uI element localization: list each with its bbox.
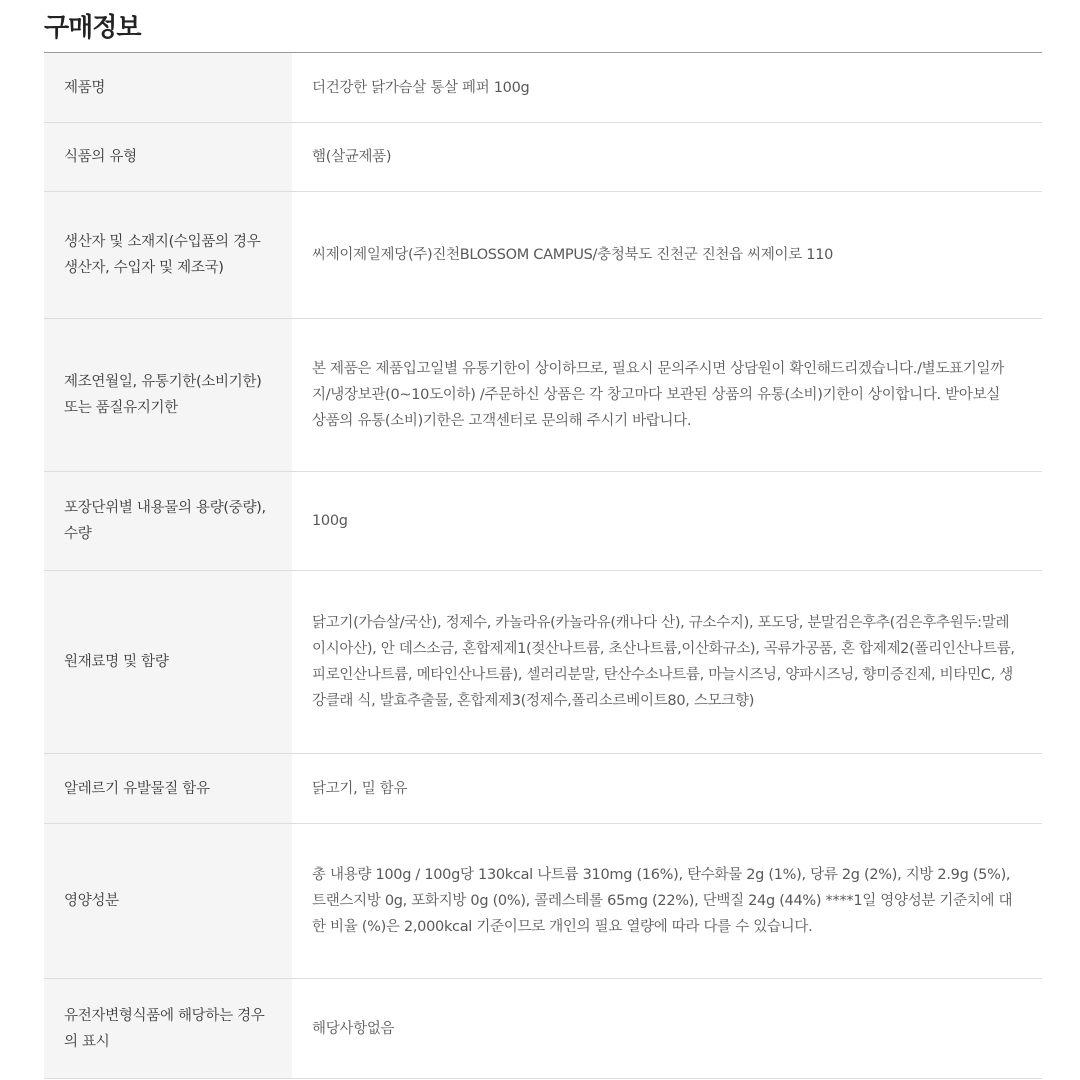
row-label-nutrition: 영양성분 <box>44 824 292 979</box>
table-row <box>44 53 1042 123</box>
row-value-allergens: 닭고기, 밀 함유 <box>292 754 1042 824</box>
table-row <box>44 824 1042 979</box>
purchase-info-table <box>44 52 1042 1079</box>
row-value-package-quantity: 100g <box>292 472 1042 571</box>
row-value-ingredients: 닭고기(가슴살/국산), 정제수, 카놀라유(카놀라유(캐나다 산), 규소수지), 포도당, 분말검은후추(검은후추원두:말레이시아산), 안 데스소금, 혼합제제1(젖산나트륨, 초산나트륨,이산화규소), 곡류가공품, 혼 합제제2(폴리인산나트륨, 피로인산나트륨, 메타인산나트륨), 셀러리분말, 탄산수소나트륨, 마늘시즈닝, 양파시즈닝, 향미증진제, 비타민C, 생강클래 식, 발효추출물, 혼합제제3(정제수,폴리소르베이트80, 스모크향) <box>292 571 1042 754</box>
table-row <box>44 192 1042 319</box>
table-row <box>44 571 1042 754</box>
row-label-producer-location: 생산자 및 소재지(수입품의 경우 생산자, 수입자 및 제조국) <box>44 192 292 319</box>
table-row <box>44 754 1042 824</box>
row-value-expiration: 본 제품은 제품입고일별 유통기한이 상이하므로, 필요시 문의주시면 상담원이 확인해드리겠습니다./별도표기일까지/냉장보관(0~10도이하) /주문하신 상품은 각 창고마다 보관된 상품의 유통(소비)기한이 상이합니다. 받아보실 상품의 유통(소비)기한은 고객센터로 문의해 주시기 바랍니다. <box>292 319 1042 472</box>
row-label-package-quantity: 포장단위별 내용물의 용량(중량), 수량 <box>44 472 292 571</box>
row-label-expiration: 제조연월일, 유통기한(소비기한) 또는 품질유지기한 <box>44 319 292 472</box>
row-label-allergens: 알레르기 유발물질 함유 <box>44 754 292 824</box>
row-label-gmo: 유전자변형식품에 해당하는 경우의 표시 <box>44 979 292 1079</box>
table-row <box>44 979 1042 1079</box>
row-value-gmo: 해당사항없음 <box>292 979 1042 1079</box>
table-row <box>44 319 1042 472</box>
row-value-nutrition: 총 내용량 100g / 100g당 130kcal 나트륨 310mg (16%), 탄수화물 2g (1%), 당류 2g (2%), 지방 2.9g (5%), 트랜스지방 0g, 포화지방 0g (0%), 콜레스테롤 65mg (22%), 단백질 24g (44%) ****1일 영양성분 기준치에 대한 비율 (%)은 2,000kcal 기준이므로 개인의 필요 열량에 따라 다를 수 있습니다. <box>292 824 1042 979</box>
row-value-product-name: 더건강한 닭가슴살 통살 페퍼 100g <box>292 53 1042 123</box>
row-value-food-type: 햄(살균제품) <box>292 123 1042 192</box>
table-row <box>44 123 1042 192</box>
row-label-food-type: 식품의 유형 <box>44 123 292 192</box>
table-row <box>44 472 1042 571</box>
row-label-product-name: 제품명 <box>44 53 292 123</box>
row-value-producer-location: 씨제이제일제당(주)진천BLOSSOM CAMPUS/충청북도 진천군 진천읍 씨제이로 110 <box>292 192 1042 319</box>
row-label-ingredients: 원재료명 및 함량 <box>44 571 292 754</box>
page-title: 구매정보 <box>44 13 141 43</box>
